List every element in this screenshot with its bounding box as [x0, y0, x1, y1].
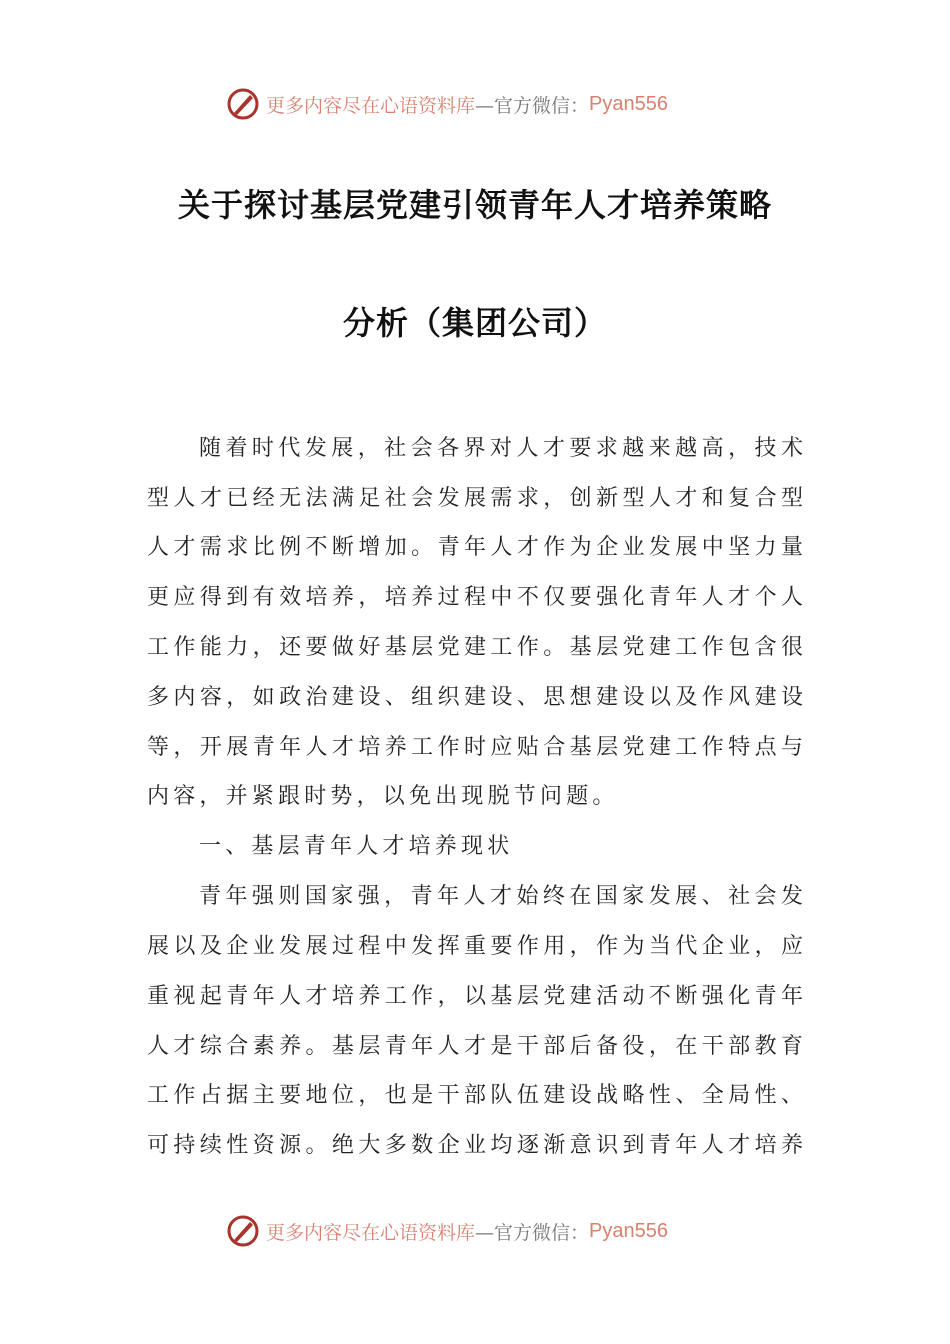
watermark-id: Pyan556 — [589, 92, 668, 115]
pen-logo-icon — [226, 1214, 260, 1248]
body-line: 青年强则国家强，青年人才始终在国家发展、社会发 — [199, 884, 803, 909]
title-line-2: 分析（集团公司） — [342, 304, 607, 342]
footer-watermark — [226, 1213, 668, 1249]
watermark-text: —官方微信： — [475, 1221, 590, 1244]
body-line: 人才需求比例不断增加。青年人才作为企业发展中坚力量 — [147, 535, 803, 560]
body-line: 多内容，如政治建设、组织建设、思想建设以及作风建设 — [147, 685, 803, 710]
header-watermark — [226, 86, 668, 122]
watermark-id: Pyan556 — [589, 1219, 668, 1242]
watermark-text: 更多内容尽在心语资料库 — [266, 94, 476, 117]
body-line: 人才综合素养。基层青年人才是干部后备役，在干部教育 — [147, 1034, 803, 1059]
body-line: 型人才已经无法满足社会发展需求，创新型人才和复合型 — [147, 486, 803, 511]
body-line: 重视起青年人才培养工作，以基层党建活动不断强化青年 — [147, 984, 803, 1009]
title-line-1: 关于探讨基层党建引领青年人才培养策略 — [177, 186, 772, 224]
body-line: 工作占据主要地位，也是干部队伍建设战略性、全局性、 — [147, 1083, 803, 1108]
body-line: 等，开展青年人才培养工作时应贴合基层党建工作特点与 — [147, 735, 803, 760]
body-line: 内容，并紧跟时势，以免出现脱节问题。 — [147, 784, 619, 809]
pen-logo-icon — [226, 87, 260, 121]
body-line: 工作能力，还要做好基层党建工作。基层党建工作包含很 — [147, 635, 803, 660]
watermark-text: 更多内容尽在心语资料库 — [266, 1221, 476, 1244]
watermark-text: —官方微信： — [475, 94, 590, 117]
body-line: 随着时代发展，社会各界对人才要求越来越高，技术 — [199, 436, 803, 461]
body-line: 可持续性资源。绝大多数企业均逐渐意识到青年人才培养 — [147, 1133, 803, 1158]
section-heading: 一、基层青年人才培养现状 — [199, 834, 514, 859]
body-line: 更应得到有效培养，培养过程中不仅要强化青年人才个人 — [147, 585, 803, 610]
body-line: 展以及企业发展过程中发挥重要作用，作为当代企业，应 — [147, 934, 803, 959]
